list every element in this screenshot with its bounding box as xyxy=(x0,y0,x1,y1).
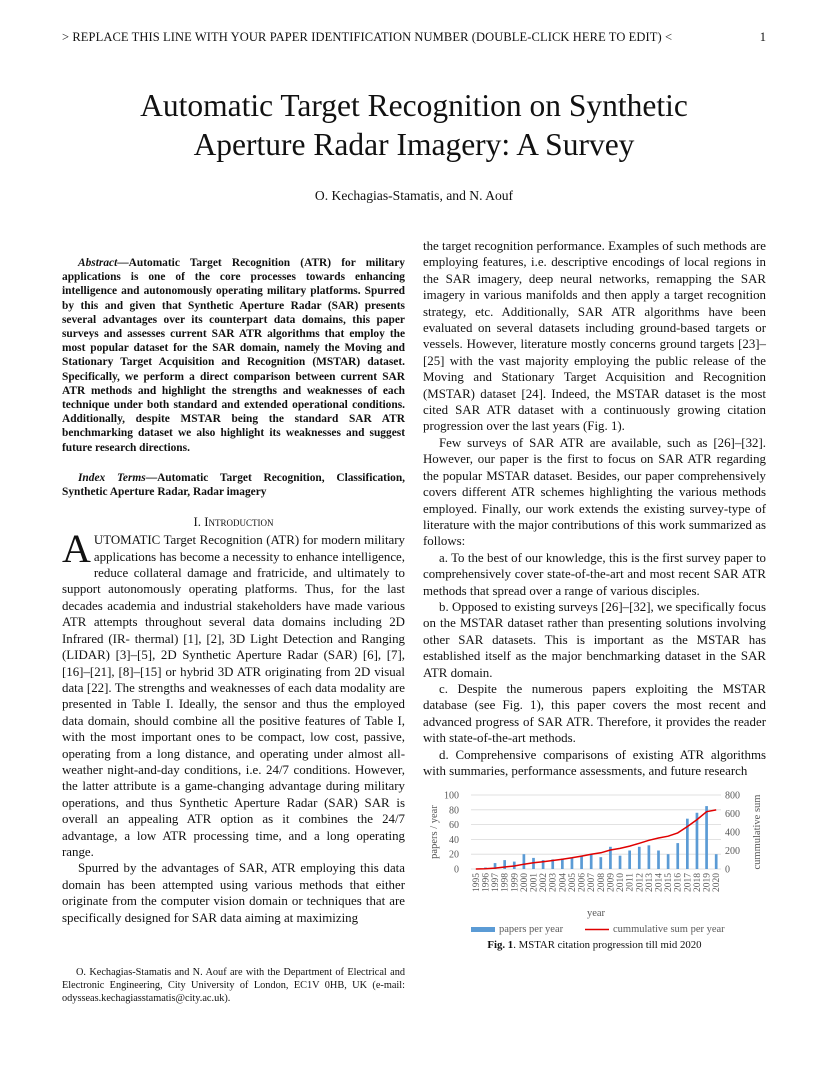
x-tick-label: 2019 xyxy=(702,873,713,893)
title-line-2: Aperture Radar Imagery: A Survey xyxy=(193,127,635,162)
contribution-c: c. Despite the numerous papers exploiting the MSTAR database (see Fig. 1), this paper covers the most recent and advanced progress of SAR ATR. Therefore, it provides the reader with state-of-the-art methods. xyxy=(423,681,766,746)
bar xyxy=(599,858,602,870)
intro-paragraph-1-text: UTOMATIC Target Recognition (ATR) for modern military applications has become a necessity to enhance intelligence, reduce collateral damage and fratricide, and ultimately to support autonomously operating platforms. Thus, for the last decades academia and industrial stakeholders have made various ATR attempts throughout several data domains including 2D Infrared (IR- thermal) [1], [2], 3D Light Detection and Ranging (LIDAR) [3]–[5], 2D Synthetic Aperture Radar (SAR) [6], [7], [16]–[21], [8]–[15] or hybrid 3D ATR originating from 2D visual data [22]. The strengths and weaknesses of each data modality are presented in Table I. Ideally, the sensor and thus the employed data domain, should combine all the positive features of Table I, with the most important ones to be compact, low cost, passive, operating from a long distance, and operating under almost all-weather night-and-day conditions, i.e. 24/7 conditions. However, the latter attribute is a game-changing advantage during military operations, and thus Synthetic Aperture Radar (SAR) SAR is overall an appealing ATR option as it combines the 24/7 advantage, a low ATR processing time, and a long operating range. xyxy=(62,533,405,859)
contribution-b: b. Opposed to existing surveys [26]–[32], we specifically focus on the MSTAR dataset rather than presenting solutions involving other SAR datasets. This is important as the MSTAR has established itself as the major benchmarking dataset in the SAR ATR domain. xyxy=(423,599,766,680)
x-tick-label: 2000 xyxy=(519,873,530,893)
bar xyxy=(571,858,574,869)
figure-1-caption xyxy=(423,939,766,951)
x-tick-label: 2012 xyxy=(635,873,646,893)
x-tick-label: 2007 xyxy=(587,873,598,893)
x-tick-label: 2003 xyxy=(548,873,559,893)
x-tick-label: 2001 xyxy=(529,873,540,893)
y-tick-label: 60 xyxy=(449,820,459,832)
bar xyxy=(676,844,679,870)
legend-label-line: cummulative sum per year xyxy=(613,924,725,936)
x-tick-label: 2008 xyxy=(596,873,607,893)
bar xyxy=(638,847,641,869)
x-tick-label: 2013 xyxy=(644,873,655,893)
x-tick-label: 2016 xyxy=(673,873,684,893)
running-head: > REPLACE THIS LINE WITH YOUR PAPER IDENTIFICATION NUMBER (DOUBLE-CLICK HERE TO EDIT) < xyxy=(62,30,673,44)
intro-paragraph-2: Spurred by the advantages of SAR, ATR employing this data domain has been attempted using various methods that either originate from the computer vision domain or techniques that are specifically designed for SAR data aiming at maximizing xyxy=(62,861,405,925)
left-column xyxy=(62,256,405,926)
y-tick-label: 20 xyxy=(449,850,459,862)
x-tick-label: 2002 xyxy=(539,873,550,893)
index-terms-label: Index Terms xyxy=(78,471,146,484)
x-tick-label: 2004 xyxy=(558,873,569,893)
bar xyxy=(648,846,651,870)
y-tick-label: 100 xyxy=(444,790,459,802)
x-tick-label: 1999 xyxy=(510,873,521,893)
x-tick-label: 2020 xyxy=(712,873,723,893)
abstract-text: —Automatic Target Recognition (ATR) for military applications is one of the core processes towards enhancing intelligence and autonomously operating military platforms. Spurred by this and given that Synthetic Aperture Radar (SAR) presents several advantages over its counterpart data domains, this paper surveys and assesses current SAR ATR algorithms that employ the most popular dataset for the SAR domain, namely the Moving and Stationary Target Acquisition and Recognition (MSTAR) dataset. Specifically, we perform a direct comparison between current SAR ATR methods and highlight the strengths and weaknesses of each technique under both standard and extended operational conditions. Additionally, despite MSTAR being the standard SAR ATR benchmarking dataset we also highlight its weaknesses and suggest future research directions. xyxy=(62,257,405,454)
y-tick-label: 0 xyxy=(454,864,459,876)
y2-tick-label: 400 xyxy=(725,827,740,839)
bar xyxy=(667,855,670,870)
contribution-d: d. Comprehensive comparisons of existing ATR algorithms with summaries, performance assessments, and future research xyxy=(423,747,766,778)
bar xyxy=(628,851,631,870)
bar xyxy=(715,855,718,870)
x-tick-label: 2011 xyxy=(625,873,636,893)
title-line-1: Automatic Target Recognition on Synthetic xyxy=(140,88,688,123)
figure-1-chart xyxy=(423,785,766,935)
bar xyxy=(590,855,593,870)
y-tick-label: 40 xyxy=(449,835,459,847)
index-terms xyxy=(62,471,405,499)
intro-paragraph-1 xyxy=(62,526,405,860)
y2-tick-label: 0 xyxy=(725,864,730,876)
authors: O. Kechagias-Stamatis, and N. Aouf xyxy=(314,188,514,203)
y-tick-label: 80 xyxy=(449,805,459,817)
x-tick-label: 1998 xyxy=(500,873,511,893)
section-heading-introduction: I. Introduction xyxy=(193,515,274,530)
page-number: 1 xyxy=(759,30,766,44)
bar xyxy=(523,855,526,870)
paper-title xyxy=(60,86,768,164)
bar xyxy=(657,851,660,870)
bar xyxy=(705,807,708,870)
x-tick-label: 2005 xyxy=(567,873,578,893)
abstract-label: Abstract xyxy=(78,257,118,269)
author-footnote: O. Kechagias-Stamatis and N. Aouf are with the Department of Electrical and Electronic Engineering, City University of London, EC1V 0HB, UK (e-mail: odysseas.kechagiasstamatis@city.ac.uk). xyxy=(62,967,405,1004)
x-tick-label: 1995 xyxy=(471,873,482,893)
x-tick-label: 2017 xyxy=(683,873,694,893)
bar xyxy=(619,856,622,869)
index-terms-text: —Automatic Target Recognition, Classification, Synthetic Aperture Radar, Radar imagery xyxy=(62,471,405,499)
contribution-a: a. To the best of our knowledge, this is the first survey paper to comprehensively cover state-of-the-art and most recent SAR ATR methods that spread over a range of various disciples. xyxy=(423,550,766,598)
x-tick-label: 1996 xyxy=(481,873,492,893)
abstract xyxy=(62,256,405,455)
bar xyxy=(580,856,583,869)
figure-caption-text: . MSTAR citation progression till mid 2020 xyxy=(513,939,702,952)
x-tick-label: 2006 xyxy=(577,873,588,893)
y2-tick-label: 200 xyxy=(725,846,740,858)
y2-tick-label: 800 xyxy=(725,790,740,802)
figure-label: Fig. 1 xyxy=(487,939,514,952)
x-tick-label: 2009 xyxy=(606,873,617,893)
drop-cap: A xyxy=(62,526,91,572)
citation-chart-svg xyxy=(423,785,766,935)
x-tick-label: 2014 xyxy=(654,873,665,893)
y-axis-title: papers / year xyxy=(429,805,440,860)
y2-axis-title: cummulative sum xyxy=(752,794,763,870)
legend-swatch-bars xyxy=(471,927,495,932)
bar xyxy=(561,859,564,869)
legend-label-bars: papers per year xyxy=(499,924,564,936)
x-tick-label: 1997 xyxy=(491,873,502,893)
x-tick-label: 2015 xyxy=(664,873,675,893)
y2-tick-label: 600 xyxy=(725,809,740,821)
x-tick-label: 2018 xyxy=(692,873,703,893)
x-axis-title: year xyxy=(586,908,606,920)
x-tick-label: 2010 xyxy=(616,873,627,893)
right-paragraph-1: the target recognition performance. Examples of such methods are employing features, i.e. descriptive encodings of local regions in the SAR imagery, deep neural networks, remapping the SAR imagery in various manifolds and then apply a target recognition strategy, etc. Additionally, SAR ATR algorithms have been evaluated on several datasets including ground-based targets or vessels. However, literature mostly concerns ground targets [23]–[25] with the vast majority employing the public release of the Moving and Stationary Target Acquisition and Recognition (MSTAR) dataset [24]. Indeed, the MSTAR dataset is the most cited SAR ATR dataset with a continuously growing citation progression over the last years (Fig. 1). xyxy=(423,239,766,434)
right-paragraph-2: Few surveys of SAR ATR are available, such as [26]–[32]. However, our paper is the first to focus on SAR ATR regarding the popular MSTAR dataset. Besides, our paper comprehensively covers different ATR schemes highlighting the various methods employed. Finally, our work extends the existing survey-type of literature with the major contributions of this work summarized as follows: xyxy=(423,435,766,549)
right-column xyxy=(423,238,766,951)
